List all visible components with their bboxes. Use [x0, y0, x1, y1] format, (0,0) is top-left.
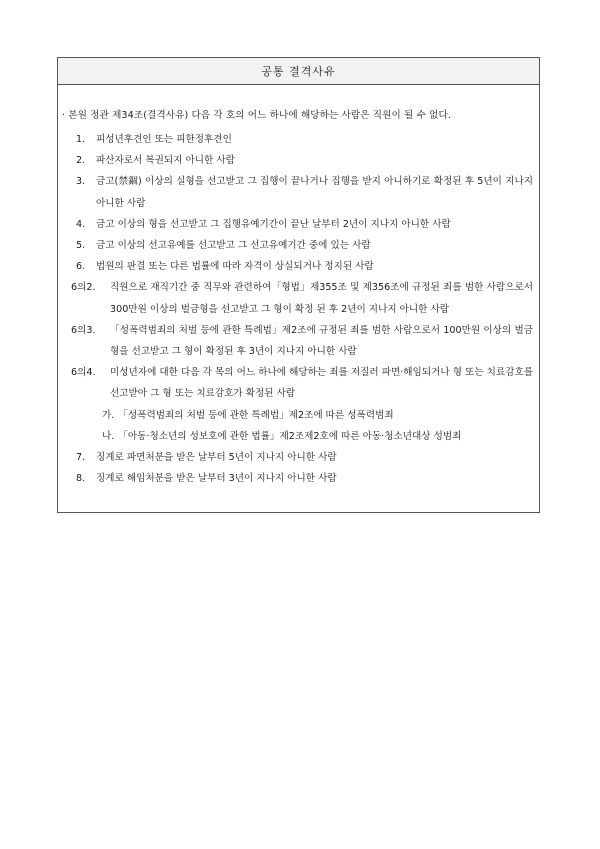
- sub-item-text: 「아동·청소년의 성보호에 관한 법률」제2조제2호에 따른 아동·청소년대상 성범죄: [118, 430, 462, 442]
- item-number: 6의2.: [71, 282, 96, 294]
- item-text: 법원의 판결 또는 다른 법률에 따라 자격이 상실되거나 정지된 사람: [96, 261, 374, 273]
- list-item: [62, 171, 533, 213]
- item-text: 징계로 파면처분을 받은 날부터 5년이 지나지 아니한 사람: [96, 452, 337, 464]
- item-number: 4.: [76, 218, 86, 230]
- item-text: 금고 이상의 형을 선고받고 그 집행유예기간이 끝난 날부터 2년이 지나지 아니한 사람: [96, 218, 451, 230]
- item-number: 6의4.: [71, 367, 96, 379]
- sub-item: [62, 426, 533, 447]
- item-text: 금고(禁錮) 이상의 실형을 선고받고 그 집행이 끝나거나 집행을 받지 아니하기로 확정된 후 5년이 지나지 아니한 사람: [96, 176, 533, 209]
- item-text: 피성년후견인 또는 피한정후견인: [96, 134, 232, 145]
- sub-item-mark: 가.: [102, 409, 115, 421]
- list-item: [62, 320, 533, 362]
- box-title-text: 공통 결격사유: [261, 65, 336, 78]
- item-number: 6의3.: [71, 324, 96, 336]
- box-title: [58, 58, 539, 85]
- list-item: [62, 362, 533, 404]
- list-item: [62, 256, 533, 277]
- sub-item: [62, 405, 533, 426]
- list-item: [62, 214, 533, 235]
- item-number: 2.: [76, 155, 86, 167]
- list-item: [62, 277, 533, 319]
- item-text: 징계로 해임처분을 받은 날부터 3년이 지나지 아니한 사람: [96, 473, 337, 485]
- list-item: [62, 235, 533, 256]
- list-item: [62, 129, 533, 150]
- box-content: [62, 108, 533, 489]
- item-text: 파산자로서 복권되지 아니한 사람: [96, 155, 235, 167]
- list-item: [62, 150, 533, 171]
- list-item: [62, 447, 533, 468]
- item-number: 7.: [76, 452, 86, 464]
- item-number: 8.: [76, 473, 86, 485]
- item-number: 1.: [76, 134, 86, 145]
- item-text: 금고 이상의 선고유예를 선고받고 그 선고유예기간 중에 있는 사람: [96, 240, 371, 252]
- sub-item-mark: 나.: [102, 430, 115, 442]
- item-number: 5.: [76, 240, 86, 252]
- disqualification-box: [57, 57, 540, 513]
- item-text: 미성년자에 대한 다음 각 목의 어느 하나에 해당하는 죄를 저질러 파면·해임되거나 형 또는 치료감호를 선고받아 그 형 또는 치료감호가 확정된 사람: [110, 367, 533, 400]
- item-number: 6.: [76, 261, 86, 273]
- item-text: 직원으로 재직기간 중 직무와 관련하여「형법」제355조 및 제356조에 규정된 죄를 범한 사람으로서 300만원 이상의 벌금형을 선고받고 그 형이 확정 된 후 2년이 지나지 아니한 사람: [110, 282, 533, 315]
- sub-item-text: 「성폭력범죄의 처벌 등에 관한 특례법」제2조에 따른 성폭력범죄: [118, 409, 394, 421]
- item-text: 「성폭력범죄의 처벌 등에 관한 특례법」제2조에 규정된 죄를 범한 사람으로서 100만원 이상의 벌금형을 선고받고 그 형이 확정된 후 3년이 지나지 아니한 사람: [110, 324, 533, 358]
- item-number: 3.: [76, 176, 86, 188]
- list-item: [62, 468, 533, 489]
- intro-text: · 본원 정관 제34조(결격사유) 다음 각 호의 어느 하나에 해당하는 사람은 직원이 될 수 없다.: [62, 110, 451, 121]
